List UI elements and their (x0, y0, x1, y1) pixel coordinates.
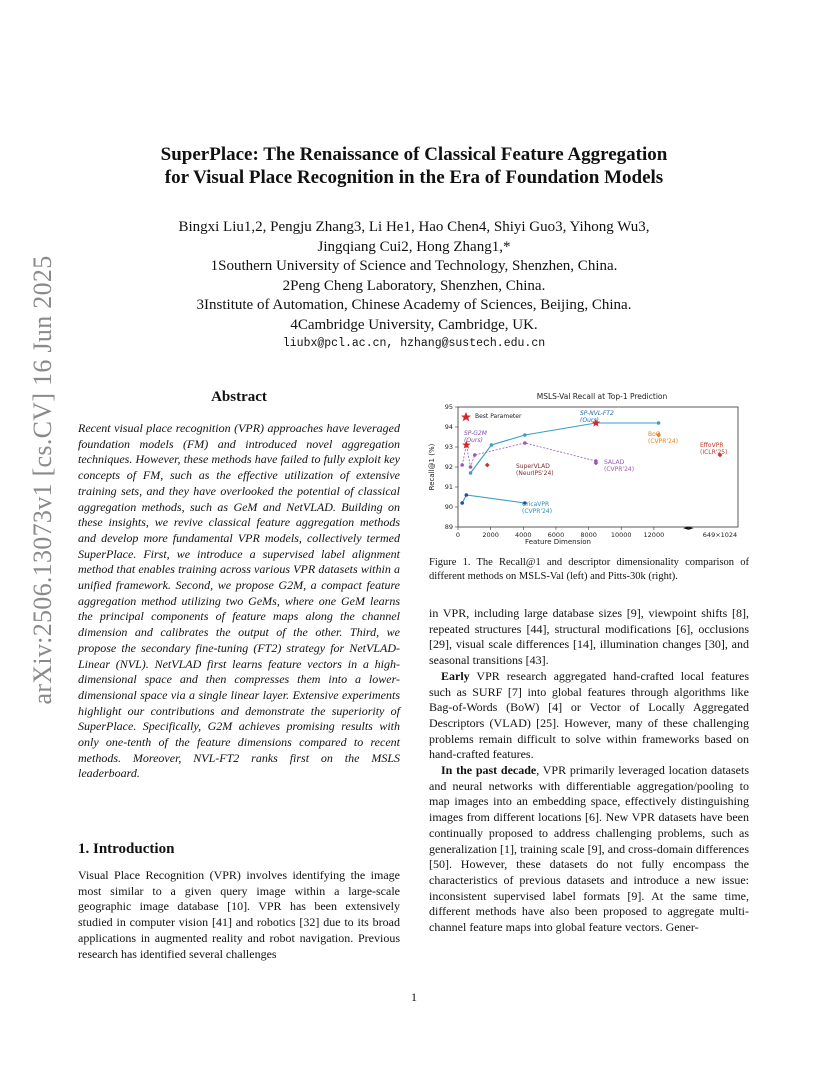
paragraph-past-decade: In the past decade, VPR primarily leveraged location datasets and neural networks with differentiable aggregation/pooling to map images into an embedding space, effectively distinguishing images from different locations [6]. New VPR datasets have been continually proposed to address challenging problems, such as generalization [1], training scale [9], and cross-domain differences [50]. However, these datasets do not fully encompass the characteristics of previous datasets and introduce a new issue: inconsistent supervised label formats [9]. At the same time, different methods have also been proposed to aggregate multi-channel feature maps into global feature vectors. Gener- (429, 763, 749, 935)
axis-break-icon: ◄► (683, 524, 694, 532)
figure-1-chart (412, 385, 752, 550)
recall-chart-svg (412, 385, 752, 550)
figure-caption: Figure 1. The Recall@1 and descriptor dimensionality comparison of different methods on MSLS-Val (left) and Pitts-30k (right). (429, 557, 749, 582)
point-annotation (516, 463, 554, 477)
y-axis-label: Recall@1 (%) (428, 443, 436, 491)
x-tick-label: 10000 (610, 531, 632, 539)
legend-star-icon (461, 412, 471, 421)
annotation-venue: (NeurIPS'24) (516, 470, 554, 477)
right-column-text (429, 606, 749, 936)
y-tick-label: 95 (444, 403, 453, 412)
affiliation-1: 1Southern University of Science and Technology, Shenzhen, China. (210, 258, 618, 275)
author-block (110, 218, 718, 336)
x-tick-label: 4000 (515, 531, 532, 539)
paragraph-challenges: in VPR, including large database sizes [9], viewpoint shifts [8], repeated structures [44], structural modifications [6], occlusions [29], visual scale differences [14], illumination changes [30], and seasonal transitions [43]. (429, 606, 749, 668)
affiliation-4: 4Cambridge University, Cambridge, UK. (290, 316, 538, 333)
authors-line-2: Jingqiang Cui2, Hong Zhang1,* (317, 238, 511, 255)
chart-title: MSLS-Val Recall at Top-1 Prediction (536, 392, 668, 401)
y-tick-label: 89 (444, 523, 453, 532)
annotation-name: BoQ (648, 431, 661, 438)
affiliation-3: 3Institute of Automation, Chinese Academy of Sciences, Beijing, China. (196, 297, 632, 314)
annotation-venue: (CVPR'24) (522, 508, 553, 515)
abstract-heading: Abstract (211, 389, 267, 405)
series-point (490, 443, 494, 447)
author-emails: liubx@pcl.ac.cn, hzhang@sustech.edu.cn (282, 337, 546, 350)
x-tick-label: 2000 (482, 531, 499, 539)
introduction-text: Visual Place Recognition (VPR) involves identifying the image most similar to a given query image within a large-scale geographic image database [10]. VPR has been extensively studied in computer vision [41] and robotics [32] due to its broad applications in augmented reality and robot navigation. Previous research has identified several challenges (78, 868, 400, 961)
point-annotation (522, 501, 552, 515)
point-annotation (464, 430, 488, 444)
point-annotation (648, 431, 678, 445)
series-point (523, 433, 527, 437)
affiliation-2: 2Peng Cheng Laboratory, Shenzhen, China. (282, 277, 546, 294)
paper-title: SuperPlace: The Renaissance of Classical Feature Aggregation for Visual Place Recognition in the Era of Foundation Models (160, 144, 668, 188)
annotation-name: EffoVPR (700, 442, 724, 449)
annotation-venue: (CVPR'24) (648, 438, 679, 445)
annotation-venue: (CVPR'24) (604, 466, 635, 473)
annotation-name: CricaVPR (522, 501, 550, 508)
annotation-name: SuperVLAD (516, 463, 550, 470)
arxiv-stamp: arXiv:2506.13073v1 [cs.CV] 16 Jun 2025 (28, 255, 57, 705)
section-heading-introduction: 1. Introduction (78, 841, 175, 857)
authors-line-1: Bingxi Liu1,2, Pengju Zhang3, Li He1, Hao Chen4, Shiyi Guo3, Yihong Wu3, (178, 219, 650, 235)
x-tick-label: 6000 (547, 531, 565, 539)
page-number: 1 (411, 990, 417, 1004)
x-tick-label: 0 (455, 531, 461, 539)
y-tick-label: 92 (444, 463, 453, 472)
series-point (460, 463, 464, 467)
series-point (523, 441, 527, 445)
annotation-venue: (Ours) (464, 437, 483, 444)
annotation-name: SP-G2M (464, 430, 487, 437)
point-annotation (604, 459, 634, 473)
x-tick-label: 12000 (643, 531, 665, 539)
legend-label: Best Parameter (475, 413, 522, 420)
series-point (460, 501, 464, 505)
paragraph-early: Early VPR research aggregated hand-crafted local features such as SURF [7] into global features through algorithms like Bag-of-Words (BoW) [4] or Vector of Locally Aggregated Descriptors (VLAD) [25]. However, many of these challenging problems remain difficult to solve within frameworks based on hand-crafted features. (429, 668, 749, 762)
annotation-name: SALAD (604, 459, 625, 466)
series-line (462, 495, 525, 503)
annotation-name: SP-NVL-FT2 (580, 410, 614, 417)
abstract-text: Recent visual place recognition (VPR) approaches have leveraged foundation models (FM) and introduced novel aggregation techniques. However, these methods have failed to fully exploit key concepts of FM, such as the effective utilization of extensive training sets, and they have overlooked the potential of classical aggregation methods, such as GeM and NetVLAD. Building on these insights, we revive classical feature aggregation methods and develop more fundamental VPR models, collectively termed SuperPlace. First, we introduce a supervised label alignment method that enables training across various VPR datasets within a unified framework. Second, we propose G2M, a compact feature aggregation method utilizing two GeMs, where one GeM learns the principal components of feature maps along the channel dimension and calibrates the output of the other. Third, we propose the secondary fine-tuning (FT2) strategy for NetVLAD-Linear (NVL). NetVLAD first learns feature vectors in a high-dimensional space and then compresses them into a lower-dimensional space via a single linear layer. Extensive experiments highlight our contributions and demonstrate the superiority of SuperPlace. Specifically, G2M achieves promising results with only one-tenth of the feature dimensions compared to recent methods. Moreover, NVL-FT2 ranks first on the MSLS leaderboard. (78, 421, 400, 781)
point-annotation (700, 442, 727, 456)
series-point (469, 471, 473, 475)
x-tick-label: 8000 (580, 531, 597, 539)
annotation-venue: (ICLR'25) (700, 449, 728, 456)
y-tick-label: 91 (444, 483, 453, 492)
series-point (465, 493, 469, 497)
point-annotation (580, 410, 614, 424)
x-break-label: 649×1024 (702, 531, 738, 539)
y-tick-label: 94 (444, 423, 453, 432)
y-tick-label: 93 (444, 443, 453, 452)
series-point (657, 421, 661, 425)
annotation-venue: (Ours) (580, 417, 599, 424)
method-point (485, 463, 490, 468)
series-point (469, 465, 473, 469)
y-tick-label: 90 (444, 503, 453, 512)
series-point (473, 453, 477, 457)
x-axis-label: Feature Dimension (525, 538, 591, 546)
